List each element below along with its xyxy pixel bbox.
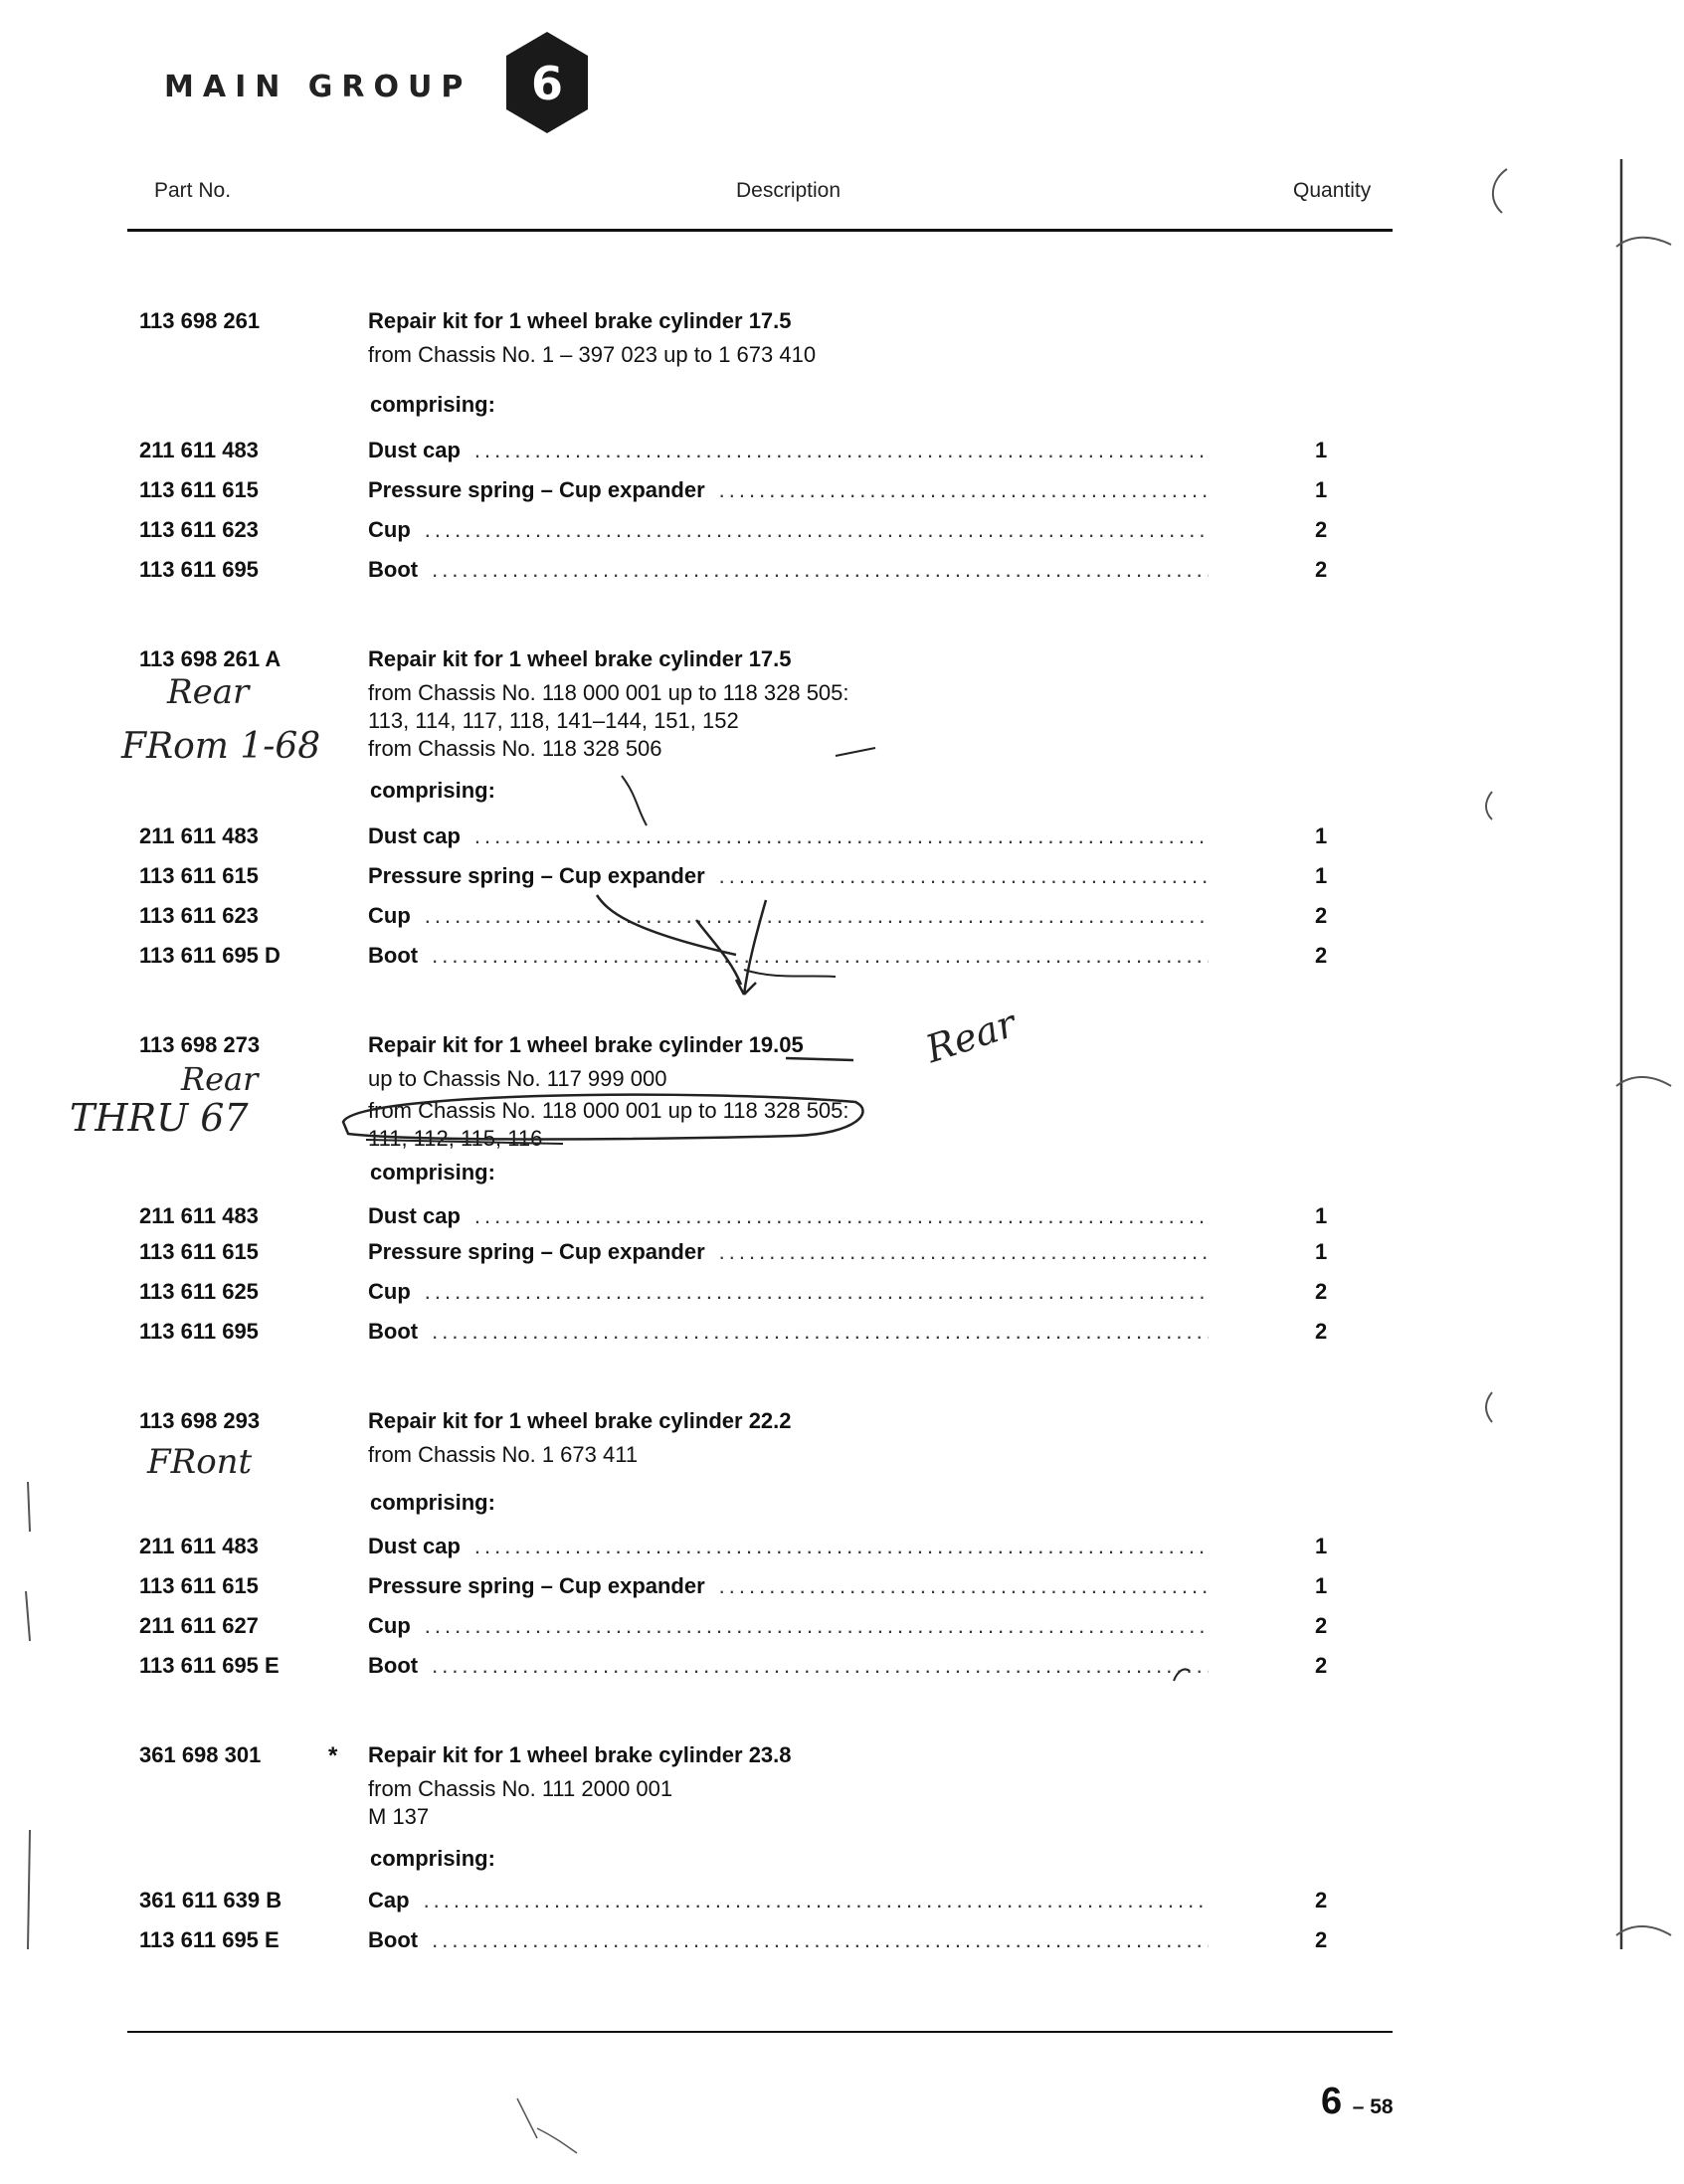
- comprising-label: comprising:: [370, 778, 495, 803]
- kit-note: 113, 114, 117, 118, 141–144, 151, 152: [368, 708, 739, 733]
- item-part-number: 113 611 623: [139, 903, 259, 928]
- handwritten-note: Rear: [181, 1060, 259, 1098]
- item-part-number: 211 611 483: [139, 1534, 259, 1558]
- item-description: Boot .....: [368, 1319, 1209, 1345]
- item-description: Boot .....: [368, 1927, 1209, 1953]
- item-part-number: 113 611 695 E: [139, 1653, 280, 1678]
- item-part-number: 113 611 695: [139, 557, 259, 582]
- item-quantity: 1: [1315, 863, 1328, 888]
- item-part-number: 361 611 639 B: [139, 1888, 282, 1912]
- item-quantity: 2: [1315, 517, 1328, 542]
- item-description: Cap .....: [368, 1888, 1209, 1913]
- item-description: Pressure spring – Cup expander .....: [368, 477, 1209, 503]
- item-quantity: 2: [1315, 1653, 1328, 1678]
- main-group-heading: MAIN GROUP: [164, 70, 472, 104]
- item-description: Dust cap .....: [368, 438, 1209, 463]
- item-part-number: 113 611 615: [139, 863, 259, 888]
- kit-title: Repair kit for 1 wheel brake cylinder 22.2: [368, 1408, 792, 1433]
- handwritten-note: Rear: [167, 672, 250, 712]
- column-header-part: Part No.: [154, 179, 232, 202]
- handwritten-note: FRom 1-68: [121, 726, 321, 767]
- item-quantity: 1: [1315, 1239, 1328, 1264]
- item-description: Cup .....: [368, 1279, 1209, 1305]
- kit-part-number: 361 698 301: [139, 1742, 262, 1767]
- kit-part-number: 113 698 261 A: [139, 646, 281, 671]
- kit-note: from Chassis No. 118 328 506: [368, 736, 662, 761]
- kit-title: Repair kit for 1 wheel brake cylinder 19.05: [368, 1032, 804, 1057]
- column-header-description: Description: [736, 179, 842, 202]
- kit-note: M 137: [368, 1804, 430, 1829]
- item-part-number: 113 611 615: [139, 1239, 259, 1264]
- item-description: Dust cap .....: [368, 1534, 1209, 1559]
- item-quantity: 1: [1315, 1534, 1328, 1558]
- item-part-number: 113 611 695 D: [139, 943, 281, 968]
- item-description: Boot .....: [368, 943, 1209, 969]
- svg-text:6: 6: [530, 57, 564, 110]
- item-description: Boot .....: [368, 557, 1209, 583]
- item-quantity: 2: [1315, 943, 1328, 968]
- column-header-quantity: Quantity: [1293, 179, 1372, 202]
- item-part-number: 113 611 695: [139, 1319, 259, 1344]
- kit-note: up to Chassis No. 117 999 000: [368, 1066, 667, 1091]
- item-part-number: 113 611 625: [139, 1279, 259, 1304]
- item-part-number: 211 611 627: [139, 1613, 259, 1638]
- kit-part-number: 113 698 261: [139, 308, 261, 333]
- item-quantity: 2: [1315, 1319, 1328, 1344]
- page-number: 6 – 58: [1321, 2081, 1394, 2122]
- item-description: Cup .....: [368, 1613, 1209, 1639]
- kit-note: from Chassis No. 1 673 411: [368, 1442, 639, 1467]
- kit-title: Repair kit for 1 wheel brake cylinder 17.5: [368, 308, 792, 333]
- kit-part-number: 113 698 293: [139, 1408, 261, 1433]
- item-part-number: 211 611 483: [139, 823, 259, 848]
- item-description: Dust cap .....: [368, 1203, 1209, 1229]
- item-part-number: 211 611 483: [139, 438, 259, 462]
- kit-title: Repair kit for 1 wheel brake cylinder 23.8: [368, 1742, 792, 1767]
- comprising-label: comprising:: [370, 1490, 495, 1515]
- item-quantity: 1: [1315, 1203, 1328, 1228]
- item-part-number: 113 611 615: [139, 1573, 259, 1598]
- item-quantity: 1: [1315, 1573, 1328, 1598]
- item-part-number: 211 611 483: [139, 1203, 259, 1228]
- item-quantity: 1: [1315, 823, 1328, 848]
- item-quantity: 2: [1315, 1927, 1328, 1952]
- kit-note: 111, 112, 115, 116: [368, 1126, 543, 1151]
- item-part-number: 113 611 615: [139, 477, 259, 502]
- kit-title: Repair kit for 1 wheel brake cylinder 17.5: [368, 646, 792, 671]
- handwritten-note: THRU 67: [70, 1096, 249, 1140]
- item-quantity: 2: [1315, 903, 1328, 928]
- item-quantity: 1: [1315, 438, 1328, 462]
- comprising-label: comprising:: [370, 1846, 495, 1871]
- item-description: Dust cap .....: [368, 823, 1209, 849]
- item-quantity: 2: [1315, 557, 1328, 582]
- item-quantity: 2: [1315, 1613, 1328, 1638]
- item-part-number: 113 611 695 E: [139, 1927, 280, 1952]
- comprising-label: comprising:: [370, 392, 495, 417]
- handwritten-note: Rear: [920, 1001, 1022, 1072]
- kit-note: from Chassis No. 118 000 001 up to 118 328 505:: [368, 1098, 849, 1123]
- item-description: Cup .....: [368, 903, 1209, 929]
- item-description: Cup .....: [368, 517, 1209, 543]
- kit-note: from Chassis No. 1 – 397 023 up to 1 673 410: [368, 342, 817, 367]
- item-description: Pressure spring – Cup expander .....: [368, 1573, 1209, 1599]
- kit-note: from Chassis No. 118 000 001 up to 118 328 505:: [368, 680, 849, 705]
- new-part-marker: *: [328, 1742, 338, 1769]
- kit-part-number: 113 698 273: [139, 1032, 261, 1057]
- item-quantity: 1: [1315, 477, 1328, 502]
- item-quantity: 2: [1315, 1888, 1328, 1912]
- kit-note: from Chassis No. 111 2000 001: [368, 1776, 673, 1801]
- item-description: Pressure spring – Cup expander .....: [368, 863, 1209, 889]
- handwritten-note: FRont: [147, 1442, 253, 1482]
- item-description: Pressure spring – Cup expander .....: [368, 1239, 1209, 1265]
- item-quantity: 2: [1315, 1279, 1328, 1304]
- item-part-number: 113 611 623: [139, 517, 259, 542]
- comprising-label: comprising:: [370, 1160, 495, 1184]
- item-description: Boot .....: [368, 1653, 1209, 1679]
